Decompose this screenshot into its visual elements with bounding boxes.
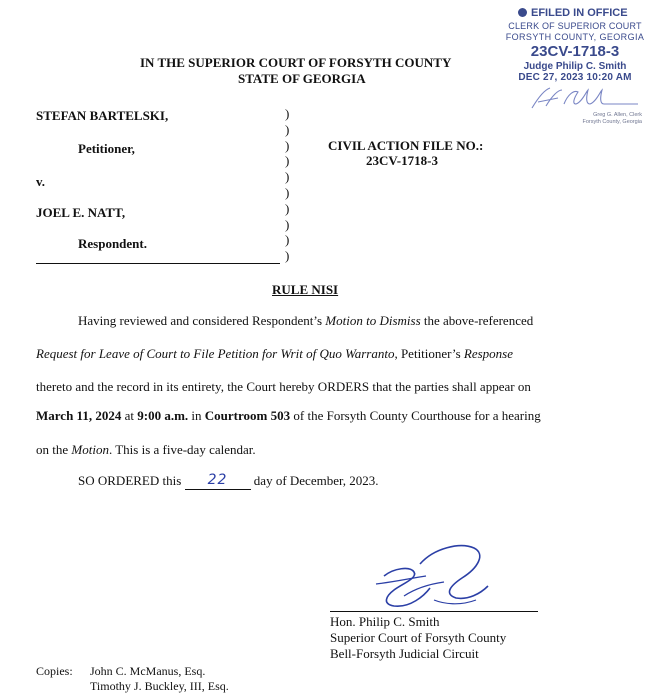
stamp-clerk-name-text: Greg G. Allen, Clerk — [593, 112, 642, 118]
efiled-label — [518, 7, 648, 19]
civil-action-label: CIVIL ACTION FILE NO.: — [328, 138, 484, 153]
stamp-clerk-county-text: Forsyth County, Georgia — [582, 118, 642, 125]
so-ordered-text: SO ORDERED this — [78, 473, 185, 488]
judge-signature-icon — [364, 538, 504, 618]
paren: ) — [285, 137, 290, 153]
paren: ) — [285, 248, 290, 264]
response-ref: Response — [463, 346, 514, 361]
court-heading-line2: STATE OF GEORGIA — [238, 71, 366, 86]
so-ordered-text: day of December, 2023. — [250, 473, 379, 488]
body-text: of the Forsyth County Courthouse for a hearing — [290, 408, 541, 423]
request-ref: Request for Leave of Court to File Petition for Writ of Quo Warranto — [36, 346, 395, 361]
paren: ) — [285, 153, 290, 169]
seal-icon — [518, 8, 527, 17]
paren: ) — [285, 200, 290, 216]
stamp-case-number: 23CV-1718-3 — [530, 43, 620, 60]
judge-name: Hon. Philip C. Smith — [330, 614, 440, 629]
stamp-judge: Judge Philip C. Smith — [523, 61, 627, 72]
clerk-signature-icon — [528, 84, 638, 112]
paren: ) — [285, 106, 290, 121]
copies-label: Copies: — [36, 664, 73, 678]
stamp-date: DEC 27, 2023 10:20 AM — [518, 72, 632, 83]
stamp-county: FORSYTH COUNTY, GEORGIA — [505, 32, 645, 42]
court-heading-line1: IN THE SUPERIOR COURT OF FORSYTH COUNTY — [140, 55, 452, 70]
civil-action-number: 23CV-1718-3 — [366, 153, 438, 168]
caption-parentheses — [285, 106, 289, 264]
signature-line — [330, 611, 538, 612]
body-line-3: thereto and the record in its entirety, the Court hereby ORDERS that the parties shall appear on — [36, 379, 531, 394]
stamp-clerk-name — [582, 112, 642, 125]
day-blank — [185, 473, 251, 490]
copy-recipient: Timothy J. Buckley, III, Esq. — [90, 679, 229, 693]
motion-ref: Motion — [71, 442, 109, 457]
body-text: at — [121, 408, 138, 423]
body-text: , Petitioner’s — [394, 346, 464, 361]
judge-court: Superior Court of Forsyth County — [330, 630, 507, 645]
so-ordered-line — [78, 473, 379, 490]
body-text: in — [188, 408, 205, 423]
petitioner-name: STEFAN BARTELSKI, — [36, 108, 169, 123]
document-title: RULE NISI — [272, 282, 339, 297]
paren: ) — [285, 184, 290, 200]
paren: ) — [285, 232, 290, 248]
hearing-courtroom: Courtroom 503 — [204, 408, 291, 423]
judge-circuit: Bell-Forsyth Judicial Circuit — [330, 646, 479, 661]
body-text: . This is a five-day calendar. — [108, 442, 256, 457]
motion-ref: Motion to Dismiss — [325, 313, 421, 328]
efiled-text: EFILED IN OFFICE — [531, 7, 628, 19]
paren: ) — [285, 121, 290, 137]
body-line-2 — [36, 346, 513, 362]
petitioner-role: Petitioner, — [78, 141, 135, 156]
copy-recipient: John C. McManus, Esq. — [90, 664, 206, 678]
paren: ) — [285, 216, 290, 232]
handwritten-day: 22 — [207, 472, 228, 488]
body-line-1 — [78, 313, 533, 329]
versus: v. — [36, 174, 46, 189]
paren: ) — [285, 169, 290, 185]
body-text: Having reviewed and considered Respondent’s — [78, 313, 326, 328]
hearing-date: March 11, 2024 — [36, 408, 122, 423]
stamp-clerk: CLERK OF SUPERIOR COURT — [508, 21, 642, 31]
body-text: on the — [36, 442, 72, 457]
efiled-stamp — [500, 0, 654, 130]
respondent-role: Respondent. — [78, 236, 147, 251]
caption-underline — [36, 263, 280, 264]
body-line-5 — [36, 442, 256, 458]
body-line-4 — [36, 408, 541, 424]
body-text: the above-referenced — [420, 313, 534, 328]
respondent-name: JOEL E. NATT, — [36, 205, 126, 220]
hearing-time: 9:00 a.m. — [137, 408, 189, 423]
